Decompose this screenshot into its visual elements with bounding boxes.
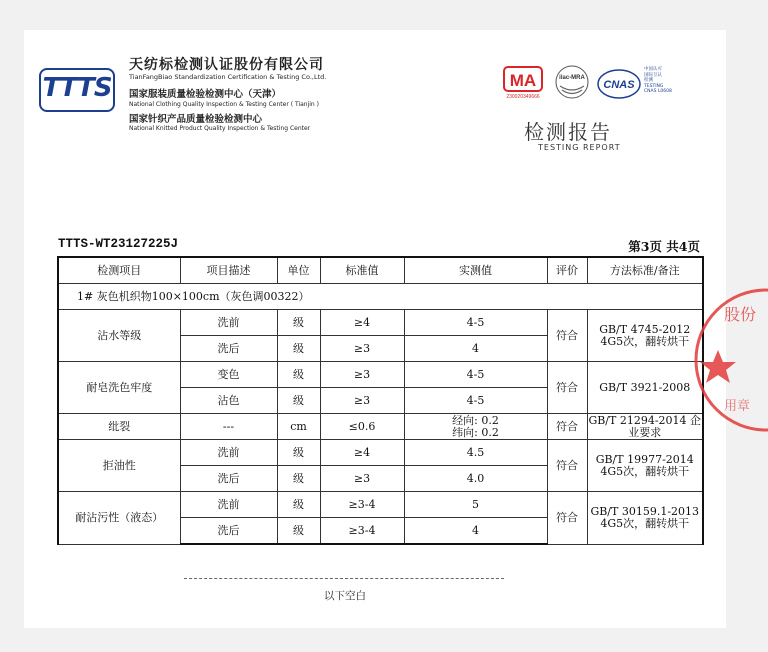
unit: 级 [277, 518, 320, 545]
company-name-en: TianFangBiao Standardization Certification & Testing Co.,Ltd. [129, 73, 327, 81]
evaluation: 符合 [547, 414, 587, 440]
sample-description: 1# 灰色机织物100×100cm（灰色调00322） [58, 284, 703, 310]
measured-value: 4.5 [404, 440, 547, 466]
table-row [58, 440, 703, 466]
report-number: TTTS-WT23127225J [58, 237, 179, 251]
table-row [58, 310, 703, 336]
center2-name-en: National Knitted Product Quality Inspection & Testing Center [129, 125, 311, 132]
ilac-mra-icon [554, 64, 590, 100]
measured-weft: 纬向: 0.2 [452, 425, 499, 439]
cnas-line-3: 检测 [644, 78, 653, 83]
item-desc: --- [180, 414, 277, 440]
method-standard: GB/T 4745-2012 4G5次，翻转烘干 [587, 310, 703, 362]
test-item: 拒油性 [58, 440, 180, 492]
measured-value: 4-5 [404, 310, 547, 336]
cnas-line-2: 国际互认 [644, 72, 662, 78]
method-standard: GB/T 30159.1-2013 4G5次，翻转烘干 [587, 492, 703, 545]
header-cell: 检测项目 [58, 257, 180, 284]
standard-value: ≥3 [320, 336, 404, 362]
page-indicator: 第3页 共4页 [628, 239, 700, 254]
stamp-text-top: 股份 [724, 305, 757, 324]
standard-value: ≥4 [320, 440, 404, 466]
method-standard: GB/T 3921-2008 [587, 362, 703, 414]
measured-value [404, 414, 547, 440]
test-item: 耐皂洗色牢度 [58, 362, 180, 414]
cnas-line-5: CNAS L0608 [644, 89, 672, 94]
standard-value: ≥3 [320, 388, 404, 414]
cnas-logo-icon [596, 66, 642, 102]
cma-text: MA [509, 71, 537, 90]
header-cell: 项目描述 [180, 257, 277, 284]
red-seal-stamp-icon [688, 280, 768, 440]
header-cell: 评价 [547, 257, 587, 284]
measured-value: 5 [404, 492, 547, 518]
table-row [58, 414, 703, 440]
item-desc: 洗前 [180, 440, 277, 466]
standard-value: ≤0.6 [320, 414, 404, 440]
standard-value: ≥3 [320, 466, 404, 492]
cnas-caption [644, 67, 672, 95]
evaluation: 符合 [547, 362, 587, 414]
ttts-logo [39, 68, 115, 112]
unit: 级 [277, 466, 320, 492]
center2-name: 国家针织产品质量检验检测中心 [129, 114, 263, 125]
unit: 级 [277, 336, 320, 362]
unit: 级 [277, 362, 320, 388]
standard-value: ≥3 [320, 362, 404, 388]
evaluation: 符合 [547, 440, 587, 492]
measured-value: 4 [404, 336, 547, 362]
header-cell: 方法标准/备注 [587, 257, 703, 284]
evaluation: 符合 [547, 310, 587, 362]
test-item: 耐沾污性（液态） [58, 492, 180, 545]
test-item: 纰裂 [58, 414, 180, 440]
method-standard: GB/T 21294-2014 企业要求 [588, 413, 702, 439]
cnas-line-1: 中国认可 [644, 67, 662, 72]
table-row [58, 492, 703, 518]
unit: cm [277, 414, 320, 440]
blank-note: 以下空白 [324, 590, 366, 602]
logo-text: TTTS [42, 73, 112, 103]
stamp-text-bottom: 用章 [724, 399, 751, 414]
item-desc: 洗前 [180, 310, 277, 336]
cnas-line-4: TESTING [644, 83, 664, 89]
center1-name-en: National Clothing Quality Inspection & Testing Center ( Tianjin ) [129, 101, 319, 108]
blank-divider [184, 578, 504, 579]
item-desc: 洗后 [180, 518, 277, 545]
item-desc: 沾色 [180, 388, 277, 414]
standard-value: ≥3-4 [320, 518, 404, 545]
item-desc: 变色 [180, 362, 277, 388]
header-cell: 标准值 [320, 257, 404, 284]
standard-value: ≥4 [320, 310, 404, 336]
table-header-row [58, 257, 703, 284]
measured-value: 4-5 [404, 388, 547, 414]
item-desc: 洗后 [180, 336, 277, 362]
cma-number: 230020349666 [506, 94, 540, 100]
table-row [58, 362, 703, 388]
ilac-text: ilac-MRA [559, 75, 585, 81]
unit: 级 [277, 492, 320, 518]
measured-value: 4 [404, 518, 547, 545]
unit: 级 [277, 388, 320, 414]
item-desc: 洗后 [180, 466, 277, 492]
sample-row [58, 284, 703, 310]
center1-name: 国家服装质量检验检测中心（天津） [129, 89, 282, 100]
measured-value: 4.0 [404, 466, 547, 492]
measured-warp: 经向: 0.2 [452, 413, 499, 427]
report-page [24, 30, 757, 628]
measured-value: 4-5 [404, 362, 547, 388]
header-cell: 实测值 [404, 257, 547, 284]
evaluation: 符合 [547, 492, 587, 545]
unit: 级 [277, 440, 320, 466]
method-standard: GB/T 19977-2014 4G5次，翻转烘干 [587, 440, 703, 492]
header-cell: 单位 [277, 257, 320, 284]
report-title: 检测报告 [524, 120, 612, 144]
company-name: 天纺标检测认证股份有限公司 [129, 57, 324, 73]
cnas-text: CNAS [603, 79, 635, 91]
results-table [57, 256, 704, 545]
test-item: 沾水等级 [58, 310, 180, 362]
report-title-en: TESTING REPORT [538, 143, 621, 152]
item-desc: 洗前 [180, 492, 277, 518]
unit: 级 [277, 310, 320, 336]
cma-seal-icon [500, 66, 546, 100]
standard-value: ≥3-4 [320, 492, 404, 518]
